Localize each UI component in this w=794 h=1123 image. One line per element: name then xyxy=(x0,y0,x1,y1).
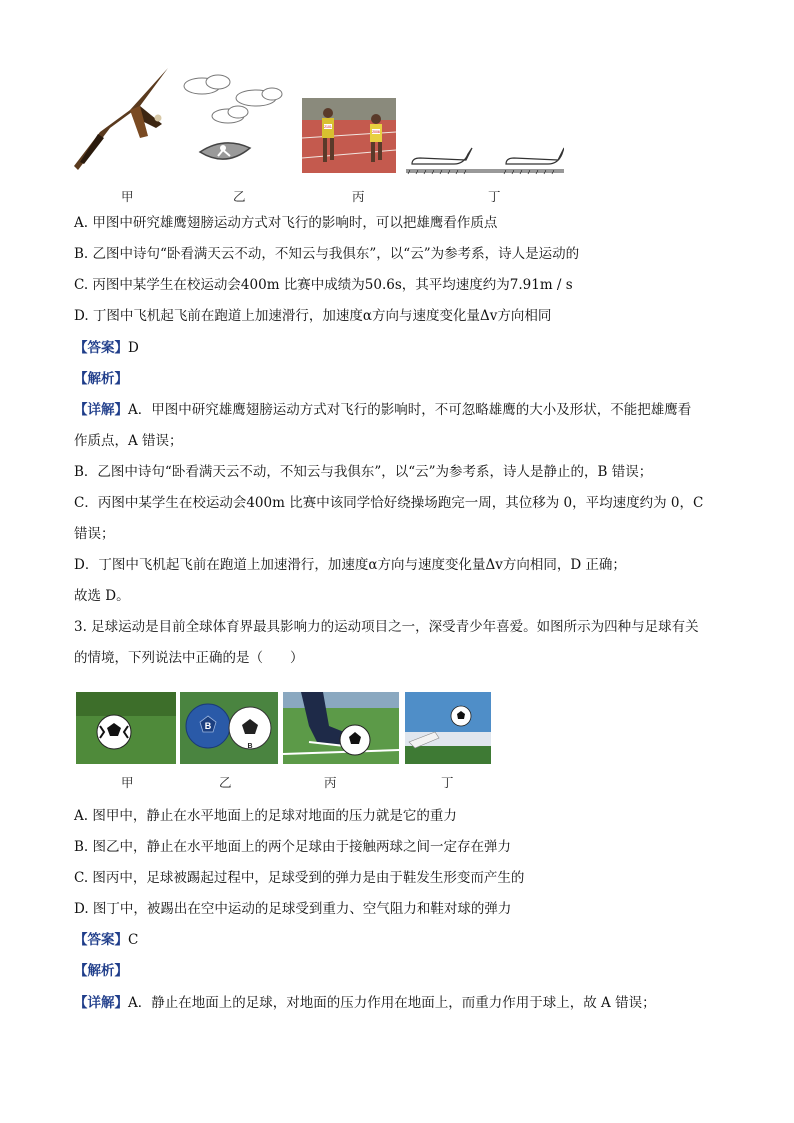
fig3-label-bing: 丙 xyxy=(324,775,337,790)
fig3-label-yi: 乙 xyxy=(219,775,232,790)
q2-detail-1 xyxy=(74,401,691,419)
answer-value: C xyxy=(128,932,139,948)
fig1-label-ding: 丁 xyxy=(488,189,501,204)
answer-value: D xyxy=(128,340,139,356)
ball-mark-blue: B xyxy=(204,721,212,731)
q2-option-a: A. 甲图中研究雄鹰翅膀运动方式对飞行的影响时，可以把雄鹰看作质点 xyxy=(74,215,498,231)
figure-kick xyxy=(283,692,399,764)
fig1-label-jia: 甲 xyxy=(121,189,134,204)
q3-option-b: B. 图乙中，静止在水平地面上的两个足球由于接触两球之间一定存在弹力 xyxy=(74,839,512,855)
figure-ball-on-grass xyxy=(76,692,176,764)
q2-detail-2: 作质点，A 错误； xyxy=(74,433,183,449)
q2-answer xyxy=(74,339,139,357)
figure-clouds-boat xyxy=(180,72,285,172)
figure-two-balls xyxy=(180,692,278,764)
detail-text: A．甲图中研究雄鹰翅膀运动方式对飞行的影响时，不可忽略雄鹰的大小及形状，不能把雄鹰看 xyxy=(128,402,692,418)
q3-stem-1: 3. 足球运动是目前全球体育界最具影响力的运动项目之一，深受青少年喜爱。如图所示为四种与足球有关 xyxy=(74,619,699,635)
figure-ball-in-air xyxy=(405,692,491,764)
q3-option-d: D. 图丁中，被踢出在空中运动的足球受到重力、空气阻力和鞋对球的弹力 xyxy=(74,901,512,917)
detail-label: 【详解】 xyxy=(74,995,128,1011)
figure-airplanes xyxy=(406,140,564,176)
answer-label: 【答案】 xyxy=(74,932,128,948)
figure-eagle xyxy=(70,66,170,176)
q3-option-c: C. 图丙中，足球被踢起过程中，足球受到的弹力是由于鞋发生形变而产生的 xyxy=(74,870,525,886)
detail-label: 【详解】 xyxy=(74,402,128,418)
q2-detail-3: B．乙图中诗句“卧看满天云不动，不知云与我俱东”，以“云”为参考系，诗人是静止的，B 错误； xyxy=(74,464,653,480)
q3-stem-2: 的情境，下列说法中正确的是（ ） xyxy=(74,650,304,666)
q2-option-b: B. 乙图中诗句“卧看满天云不动，不知云与我俱东”，以“云”为参考系，诗人是运动的 xyxy=(74,246,580,262)
q2-detail-5: 错误； xyxy=(74,526,115,542)
fig1-label-yi: 乙 xyxy=(233,189,246,204)
detail-text: A．静止在地面上的足球，对地面的压力作用在地面上，而重力作用于球上，故 A 错误； xyxy=(128,995,656,1011)
q3-analysis-label xyxy=(74,962,128,980)
q2-option-d: D. 丁图中飞机起飞前在跑道上加速滑行，加速度α方向与速度变化量Δv方向相同 xyxy=(74,308,552,324)
q2-option-c: C. 丙图中某学生在校运动会400m 比赛中成绩为50.6s，其平均速度约为7.91m / s xyxy=(74,277,573,293)
fig3-label-ding: 丁 xyxy=(441,775,454,790)
analysis-label: 【解析】 xyxy=(74,963,128,979)
q3-answer xyxy=(74,931,138,949)
q3-option-a: A. 图甲中，静止在水平地面上的足球对地面的压力就是它的重力 xyxy=(74,808,457,824)
q2-detail-7: 故选 D。 xyxy=(74,588,130,604)
q2-detail-4: C．丙图中某学生在校运动会400m 比赛中该同学恰好绕操场跑完一周，其位移为 0，平均速度约为 0，C xyxy=(74,495,704,511)
q3-detail-1 xyxy=(74,994,656,1012)
fig1-label-bing: 丙 xyxy=(352,189,365,204)
figure-runners xyxy=(302,98,396,173)
fig3-label-jia: 甲 xyxy=(121,775,134,790)
runner-bib-2: 2006 xyxy=(372,130,380,134)
ball-mark-white: B xyxy=(247,743,253,750)
q2-analysis-label xyxy=(74,370,128,388)
answer-label: 【答案】 xyxy=(74,340,128,356)
q2-detail-6: D．丁图中飞机起飞前在跑道上加速滑行，加速度α方向与速度变化量Δv方向相同，D 正确； xyxy=(74,557,626,573)
runner-bib-1: 2101 xyxy=(324,125,332,129)
analysis-label: 【解析】 xyxy=(74,371,128,387)
